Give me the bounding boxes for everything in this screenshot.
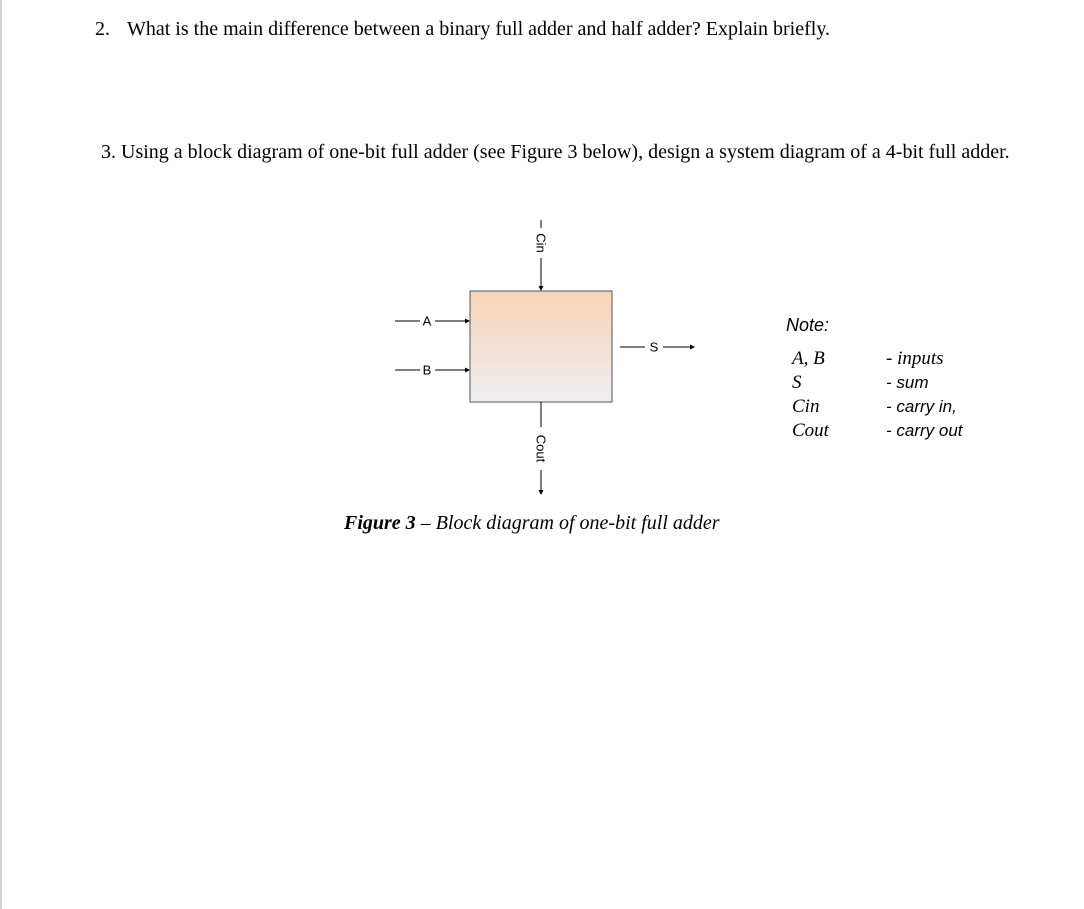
question-2 <box>95 16 830 42</box>
note-title: Note: <box>786 315 830 335</box>
note-legend <box>792 347 1052 443</box>
input-b-arrow <box>395 368 470 373</box>
figure-caption-text: – Block diagram of one-bit full adder <box>415 512 720 534</box>
full-adder-block-diagram <box>380 220 720 510</box>
carry-in-label: Cin <box>533 233 549 253</box>
input-b-label: B <box>422 362 432 378</box>
note-row <box>792 395 1052 419</box>
note-description: - inputs <box>886 348 944 369</box>
figure-caption <box>344 510 720 536</box>
full-adder-block <box>470 291 612 402</box>
sum-output-label: S <box>649 339 659 355</box>
note-row <box>792 347 1052 371</box>
note-description: - carry in, <box>886 397 957 416</box>
figure-caption-label: Figure 3 <box>344 512 416 534</box>
note-symbol: S <box>792 372 802 393</box>
note-symbol: Cin <box>792 396 820 417</box>
note-row <box>792 419 1052 443</box>
note-symbol: A, B <box>792 348 825 369</box>
carry-in-arrow <box>539 220 544 291</box>
question-2-text: What is the main difference between a binary full adder and half adder? Explain briefly. <box>127 18 831 40</box>
page-edge <box>0 0 2 909</box>
carry-out-label: Cout <box>533 434 549 463</box>
note-symbol: Cout <box>792 420 829 441</box>
input-a-label: A <box>422 313 432 329</box>
input-a-arrow <box>395 319 470 324</box>
note-row <box>792 371 1052 395</box>
note-description: - sum <box>886 373 929 392</box>
question-3: 3. Using a block diagram of one-bit full adder (see Figure 3 below), design a system diagram of a 4-bit full adder. <box>101 141 1010 163</box>
question-2-number: 2. <box>95 18 110 40</box>
note-description: - carry out <box>886 421 963 440</box>
